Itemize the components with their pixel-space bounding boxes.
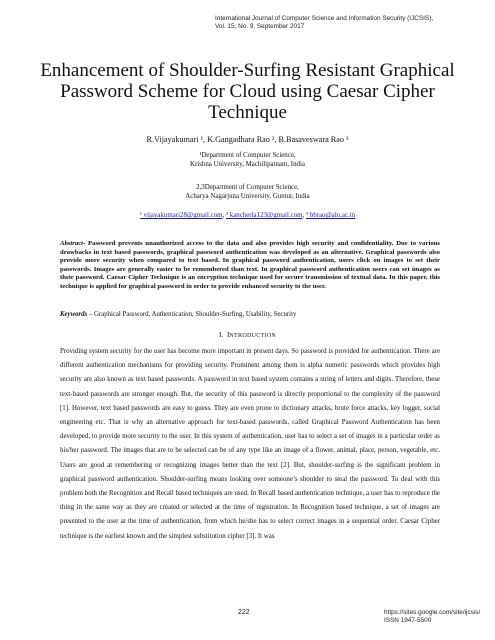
journal-volume: Vol. 15, No. 9, September 2017 bbox=[215, 23, 305, 30]
keywords-label: Keywords bbox=[60, 311, 88, 318]
intro-paragraph: Providing system security for the user has become more important in present days. So password is provided for authentication. There are different authentication mechanisms for providing security. Prominent among them is alpha numeric passwords which provides high security are also known as text based passwords. A password in text based system contains a string of letters and digits. Therefore, these text-based passwords are stronger enough. But, the security of this password is directly proportional to the complexity of the password [1]. However, text based passwords are easy to guess. They are even prone to dictionary attacks, brute force attacks, key logger, social engineering etc. That is why an alternative approach for text-based passwords, called Graphical Password Authentication has been developed, to provide more security to the user. In this system of authentication, user has to select a set of images in a particular order as his/her password. The images that are to be selected can be of any type like an image of a flower, animal, place, person, vegetable, etc. Users are good at remembering or recognizing images better than the text [2]. But, shoulder-surfing is the significant problem in graphical password authentication. Shoulder-surfing means looking over someone’s shoulder to steal the password. To deal with this problem both the Recognition and Recall based techniques are used. In Recall based authentication technique, a user has to reproduce the thing in the same way as they are created or selected at the time of registration. In Recognition based technique, a set of images are presented to the user at the time of authentication, from which he/she has to select correct images in a sequential order. Caesar Cipher technique is the earliest known and the simplest substitution cipher [3]. It was bbox=[60, 348, 440, 540]
paper-title: Enhancement of Shoulder-Surfing Resistant Graphical Password Scheme for Cloud using Caesar Cipher Technique bbox=[40, 60, 455, 123]
footer-info bbox=[384, 609, 484, 625]
author-list: R.Vijayakumari ¹, K.Gangadhara Rao ², B.Basaveswara Rao ³ bbox=[146, 135, 349, 144]
email-link-1[interactable]: ¹ vijayakumari28@gmail.com bbox=[139, 212, 223, 219]
journal-header bbox=[215, 15, 480, 31]
affiliation-2-department: 2,3Department of Computer Science, bbox=[196, 184, 299, 191]
keywords-text: – Graphical Password, Authentication, Shoulder-Surfing, Usability, Security bbox=[87, 311, 297, 318]
affiliation-1 bbox=[40, 151, 455, 169]
section-title-initial: I bbox=[226, 330, 230, 339]
email-link-2[interactable]: ² kancherla123@gmail.com bbox=[225, 212, 303, 219]
keywords bbox=[60, 310, 440, 319]
page-number: 222 bbox=[238, 609, 250, 616]
journal-site-link[interactable]: https://sites.google.com/site/ijcsis/ bbox=[384, 609, 481, 616]
journal-name: International Journal of Computer Science and Information Security (IJCSIS), bbox=[215, 15, 434, 22]
section-title-rest: NTRODUCTION bbox=[229, 333, 277, 339]
affiliation-1-department: ¹Department of Computer Science, bbox=[199, 152, 296, 159]
affiliation-1-university: Krishna University, Machilipatnam, India bbox=[190, 161, 305, 168]
section-number: I. bbox=[218, 330, 224, 339]
abstract bbox=[60, 240, 440, 291]
email-link-3[interactable]: ³ bbrao@alu.ac.in bbox=[305, 212, 356, 219]
affiliation-2 bbox=[40, 183, 455, 201]
section-heading bbox=[40, 330, 455, 341]
email-separator: , bbox=[302, 212, 306, 219]
author-emails bbox=[40, 211, 455, 220]
issn-number: ISSN 1947-5500 bbox=[384, 617, 432, 624]
abstract-label: Abstract- bbox=[60, 240, 86, 247]
body-text bbox=[60, 345, 440, 544]
affiliation-2-university: Acharya Nagarjuna University, Guntur, India bbox=[185, 193, 310, 200]
email-separator: , bbox=[222, 212, 226, 219]
abstract-text: Password prevents unauthorized access to the data and also provides high security and confidentiality. Due to various drawbacks in text based passwords, graphical password authentication was developed as an alternative. Graphical passwords also provide more security when compared to text based. In graphical password authentication, users click on images to set their passwords. Images are generally easier to be remembered than text. In graphical password authentication users can set images as their password. Caesar Cipher Technique is an encryption technique used for secure transmission of textual data. In this paper, this technique is applied for graphical password in order to provide enhanced security to the user. bbox=[60, 240, 440, 290]
